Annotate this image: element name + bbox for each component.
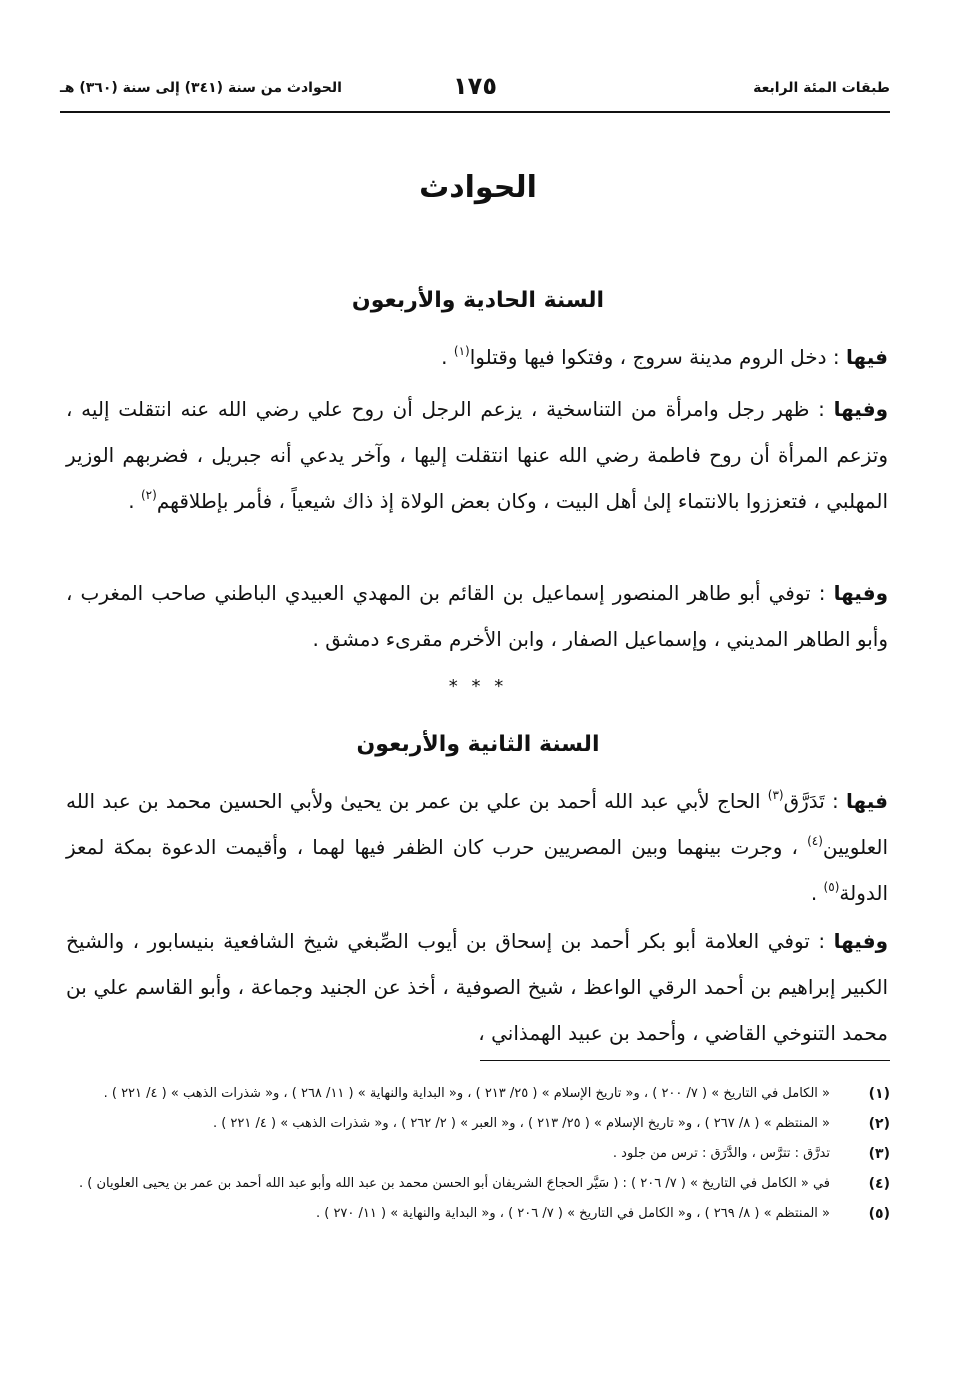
footnote-text: تدرَّق : تترَّس ، والدَّرَق : ترس من جلود .	[612, 1146, 830, 1161]
paragraph-text: : تَدَرَّق	[783, 789, 847, 813]
footnote-ref[interactable]: (٣)	[767, 788, 784, 802]
footnote-number: (٣)	[868, 1146, 890, 1162]
footnote	[66, 1110, 890, 1138]
paragraph-text: الحاج لأبي عبد الله أحمد بن علي بن عمر بن يحيىٰ ولأبي الحسين محمد بن عبد الله العلويين	[66, 789, 888, 859]
paragraph-text: ، وجرت بينهما وبين المصريين حرب كان الظفر فيها لهما ، وأقيمت الدعوة بمكة لمعز الدولة	[66, 835, 888, 905]
footnote-number: (٥)	[868, 1206, 890, 1222]
running-header	[60, 72, 890, 110]
paragraph-lead: وفيها	[833, 581, 888, 605]
paragraph-text: : توفي العلامة أبو بكر أحمد بن إسحاق بن أيوب الصِّبغي شيخ الشافعية بنيسابور ، والشيخ الكبير إبراهيم بن أحمد الرقي الواعظ ، شيخ الصوفية ، أخذ عن الجنيد وجماعة ، وأبو القاسم علي بن محمد التنوخي القاضي ، وأحمد بن عبيد الهمذاني ،	[66, 929, 888, 1045]
paragraph-end: .	[128, 489, 141, 513]
footnote-ref[interactable]: (٥)	[823, 880, 840, 894]
footnote-ref[interactable]: (٢)	[140, 488, 157, 502]
paragraph-lead: فيها	[846, 345, 888, 369]
paragraph	[66, 386, 888, 524]
footnote-number: (١)	[868, 1086, 890, 1102]
paragraph-lead: فيها	[846, 789, 888, 813]
footnote-text: « الكامل في التاريخ » ( ٧/ ٢٠٠ ) ، و« تاريخ الإسلام » ( ٢٥/ ٢١٣ ) ، و« البداية والنهاية » ( ١١/ ٢٦٨ ) ، و« شذرات الذهب » ( ٤/ ٢٢١ ) .	[103, 1086, 830, 1101]
footnote-number: (٤)	[868, 1176, 890, 1192]
footnote-text: في « الكامل في التاريخ » ( ٧/ ٢٠٦ ) : ( سَيَّر الحجاجَ الشريفان أبو الحسن محمد بن عبد الله وأبو عبد الله أحمد بن عمر بن يحيى العلويان ) .	[78, 1176, 830, 1191]
footnote-text: « المنتظم » ( ٨/ ٢٦٧ ) ، و« تاريخ الإسلام » ( ٢٥/ ٢١٣ ) ، و« العبر » ( ٢/ ٢٦٢ ) ، و« شذرات الذهب » ( ٤/ ٢٢١ ) .	[212, 1116, 830, 1131]
paragraph	[66, 334, 888, 380]
section-heading-year-342: السنة الثانية والأربعون	[356, 732, 600, 757]
section-heading-year-341: السنة الحادية والأربعون	[351, 288, 605, 313]
header-rule	[60, 111, 890, 113]
footnote	[66, 1170, 890, 1198]
section-separator: * * *	[448, 676, 508, 697]
footnote	[66, 1140, 890, 1168]
page-title: الحوادث	[419, 170, 537, 205]
footnote	[66, 1200, 890, 1228]
paragraph-end: .	[810, 881, 824, 905]
chapter-title: الحوادث من سنة (٣٤١) إلى سنة (٣٦٠) هـ	[60, 80, 342, 96]
footnote-rule	[480, 1060, 890, 1061]
page-number: ١٧٥	[453, 72, 497, 100]
paragraph-text: : ظهر رجل وامرأة من التناسخية ، يزعم الرجل أن روح علي رضي الله عنه انتقلت إليه ، وتزعم المرأة أن روح فاطمة رضي الله عنها انتقلت إليها ، وآخر يدعي أنه جبريل ، فضربهم الوزير المهلبي ، فتعززوا بالانتماء إلىٰ أهل البيت ، وكان بعض الولاة إذ ذاك شيعياً ، فأمر بإطلاقهم	[66, 397, 888, 513]
paragraph	[66, 778, 888, 916]
footnotes	[66, 1080, 890, 1230]
book-title: طبقات المئة الرابعة	[753, 80, 890, 96]
footnote-text: « المنتظم » ( ٨/ ٢٦٩ ) ، و« الكامل في التاريخ » ( ٧/ ٢٠٦ ) ، و« البداية والنهاية » ( ١١/ ٢٧٠ ) .	[315, 1206, 830, 1221]
paragraph-text: : دخل الروم مدينة سروج ، وفتكوا فيها وقتلوا	[469, 345, 847, 369]
footnote	[66, 1080, 890, 1108]
paragraph-text: : توفي أبو طاهر المنصور إسماعيل بن القائم بن المهدي العبيدي الباطني صاحب المغرب ، وأبو الطاهر المديني ، وإسماعيل الصفار ، وابن الأخرم مقرىء دمشق .	[66, 581, 888, 651]
footnote-ref[interactable]: (١)	[453, 344, 470, 358]
paragraph-lead: وفيها	[833, 397, 888, 421]
paragraph	[66, 918, 888, 1056]
footnote-ref[interactable]: (٤)	[807, 834, 823, 848]
footnote-number: (٢)	[868, 1116, 890, 1132]
paragraph	[66, 570, 888, 662]
paragraph-end: .	[441, 345, 454, 369]
paragraph-lead: وفيها	[833, 929, 888, 953]
